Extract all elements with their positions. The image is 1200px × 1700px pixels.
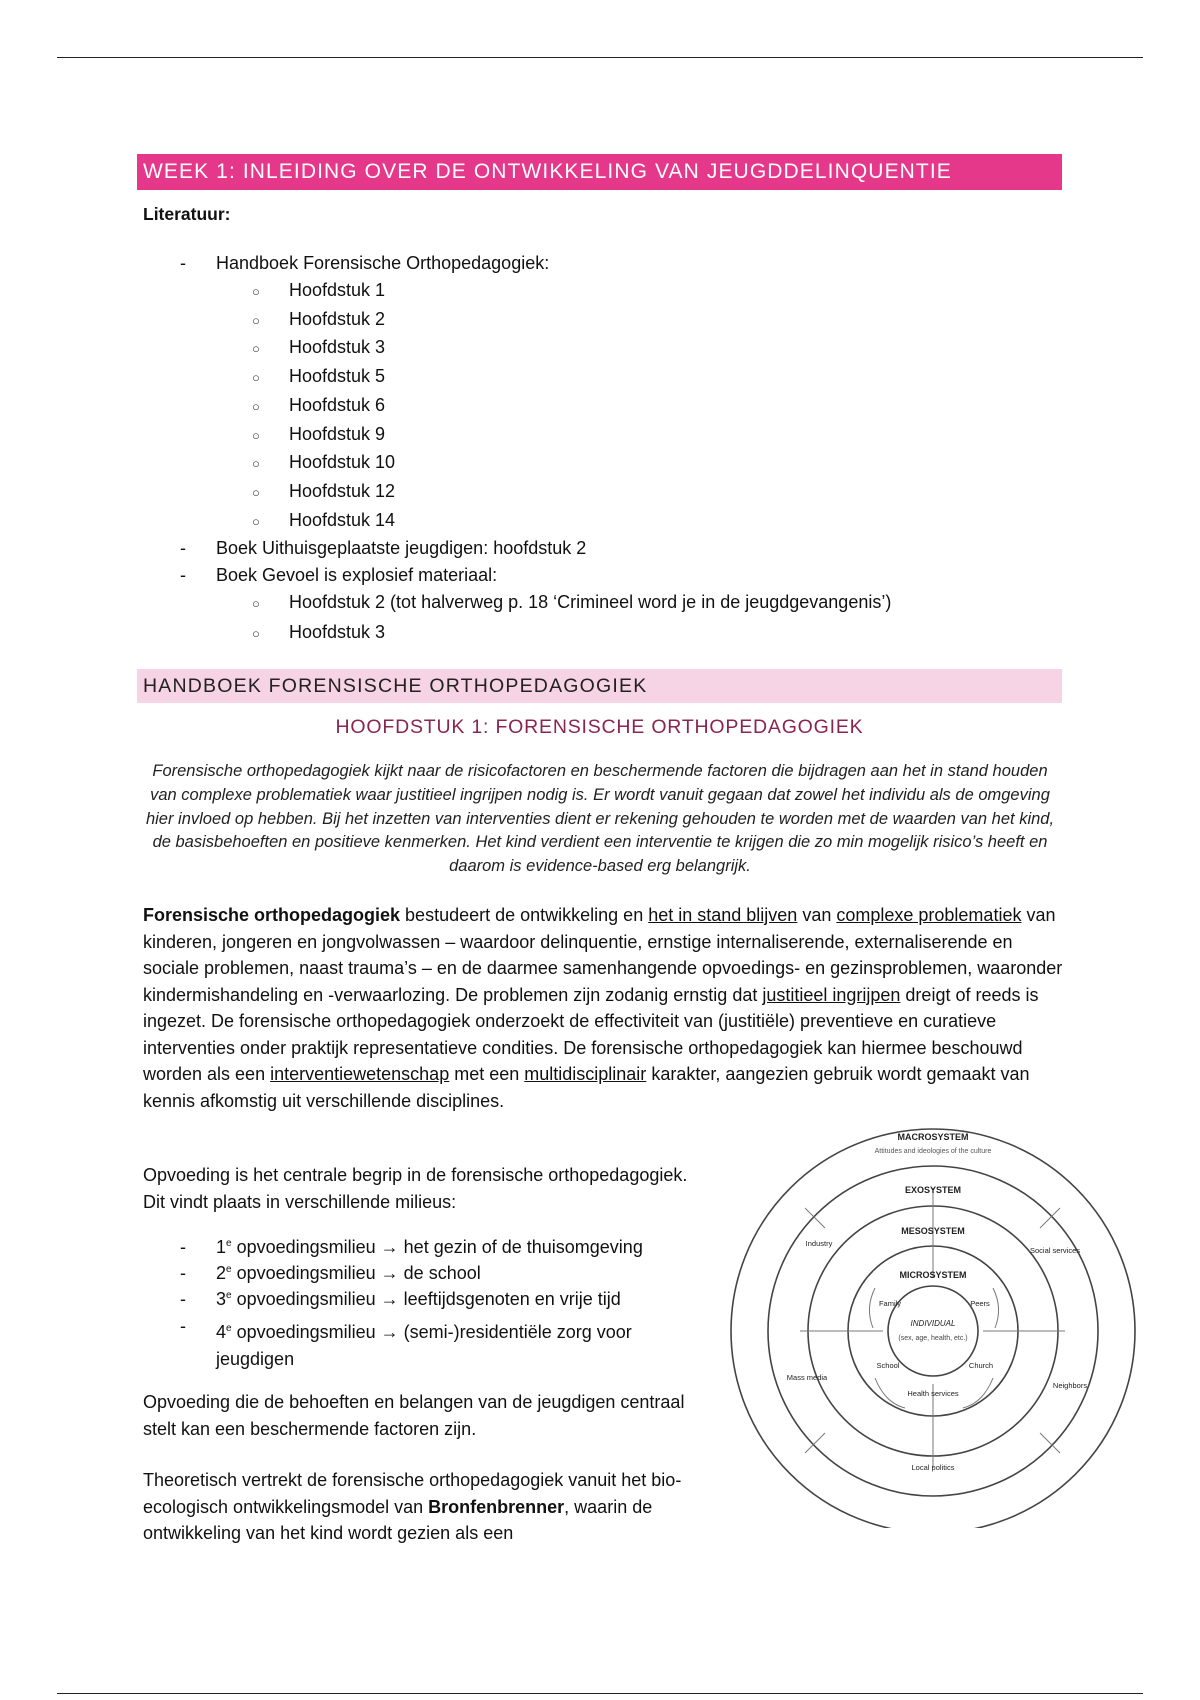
milieu-text: opvoedingsmilieu → leeftijdsgenoten en vrije tijd — [231, 1289, 621, 1309]
text-run: van — [797, 905, 837, 925]
ordinal-suffix: e — [226, 1323, 232, 1334]
text-run: bestudeert de ontwikkeling en — [400, 905, 649, 925]
bronfenbrenner-diagram — [725, 1128, 1145, 1528]
milieu-item — [216, 1316, 706, 1372]
bottom-rule — [57, 1693, 1143, 1694]
church-label: Church — [968, 1361, 994, 1370]
circle-bullet-icon: ○ — [252, 456, 260, 471]
arc-arrow — [869, 1288, 875, 1328]
sub-list-item: Hoofdstuk 3 — [289, 337, 386, 357]
milieu-item — [216, 1289, 621, 1310]
mass-media-label: Mass media — [786, 1373, 828, 1382]
arrow-line — [1040, 1208, 1060, 1228]
mesosystem-label: MESOSYSTEM — [901, 1226, 965, 1236]
sub-list-item: Hoofdstuk 2 (tot halverweg p. 18 ‘Crimineel word je in de jeugdgevangenis’) — [289, 592, 892, 612]
milieu-text: opvoedingsmilieu → de school — [231, 1263, 481, 1283]
health-services-label: Health services — [907, 1389, 959, 1398]
ordinal-suffix: e — [226, 1264, 232, 1275]
circle-bullet-icon: ○ — [252, 626, 260, 641]
underlined-term: het in stand blijven — [648, 905, 798, 925]
underlined-term: interventiewetenschap — [270, 1064, 450, 1084]
text-run: , waarin de ontwikkeling van het kind wordt gezien als een — [143, 1496, 653, 1543]
section-heading: HANDBOEK FORENSISCHE ORTHOPEDAGOGIEK — [137, 669, 1062, 703]
sub-list-item: Hoofdstuk 10 — [289, 452, 396, 472]
underlined-term: multidisciplinair — [524, 1064, 647, 1084]
list-item: Boek Gevoel is explosief materiaal: — [216, 565, 498, 585]
ordinal: 1 — [216, 1237, 227, 1257]
individual-ring — [888, 1286, 978, 1376]
term-bold: Forensische orthopedagogiek — [143, 905, 401, 925]
sub-list-item: Hoofdstuk 12 — [289, 481, 396, 501]
text-run: karakter, aangezien gebruik wordt gemaakt van kennis afkomstig uit verschillende disciplines. — [143, 1064, 1030, 1111]
upbringing-paragraph: Opvoeding is het centrale begrip in de forensische orthopedagogiek. Dit vindt plaats in verschillende milieus: — [143, 1165, 688, 1212]
sub-list-item: Hoofdstuk 2 — [289, 309, 386, 329]
family-label: Family — [878, 1299, 902, 1308]
local-politics-label: Local politics — [911, 1463, 955, 1472]
circle-bullet-icon: ○ — [252, 428, 260, 443]
list-bullet-dash: - — [180, 1263, 186, 1283]
definition-paragraph — [143, 902, 1068, 1114]
individual-sub-label: (sex, age, health, etc.) — [898, 1335, 968, 1342]
arrow-line — [805, 1433, 825, 1453]
milieu-item — [216, 1263, 481, 1284]
arrow-line — [1040, 1433, 1060, 1453]
circle-bullet-icon: ○ — [252, 399, 260, 414]
ordinal: 2 — [216, 1263, 227, 1283]
circle-bullet-icon: ○ — [252, 485, 260, 500]
school-label: School — [876, 1361, 900, 1370]
list-bullet-dash: - — [180, 1316, 186, 1336]
milieu-item — [216, 1237, 643, 1258]
top-rule — [57, 57, 1143, 58]
circle-bullet-icon: ○ — [252, 313, 260, 328]
circle-bullet-icon: ○ — [252, 341, 260, 356]
social-services-label: Social services — [1029, 1246, 1081, 1255]
chapter-heading: HOOFDSTUK 1: FORENSISCHE ORTHOPEDAGOGIEK — [335, 716, 864, 738]
ordinal-suffix: e — [226, 1290, 232, 1301]
list-item: Boek Uithuisgeplaatste jeugdigen: hoofdstuk 2 — [216, 538, 587, 558]
list-item: Handboek Forensische Orthopedagogiek: — [216, 253, 550, 273]
text-run: Theoretisch vertrekt de forensische orthopedagogiek vanuit het bio-ecologisch ontwikkelingsmodel van — [143, 1470, 682, 1517]
microsystem-label: MICROSYSTEM — [899, 1270, 967, 1280]
macrosystem-sub-label: Attitudes and ideologies of the culture — [874, 1148, 992, 1155]
sub-list-item: Hoofdstuk 3 — [289, 622, 386, 642]
ordinal: 3 — [216, 1289, 227, 1309]
list-bullet-dash: - — [180, 253, 186, 273]
circle-bullet-icon: ○ — [252, 370, 260, 385]
ordinal-suffix: e — [226, 1238, 232, 1249]
macrosystem-label: MACROSYSTEM — [897, 1132, 969, 1142]
arc-arrow — [993, 1288, 999, 1328]
milieu-text: opvoedingsmilieu → (semi-)residentiële zorg voor jeugdigen — [216, 1322, 632, 1369]
exosystem-label: EXOSYSTEM — [904, 1185, 962, 1195]
text-run: dreigt of reeds is ingezet. De forensische orthopedagogiek onderzoekt de effectiviteit van (justitiële) preventieve en curatieve interventies onder praktijk representatieve condities. De forensische orthopedagogiek kan hiermee beschouwd worden als een — [143, 984, 1039, 1084]
term-bold: Bronfenbrenner — [428, 1496, 565, 1517]
peers-label: Peers — [970, 1299, 990, 1308]
circle-bullet-icon: ○ — [252, 514, 260, 529]
ordinal: 4 — [216, 1322, 227, 1342]
circle-bullet-icon: ○ — [252, 284, 260, 299]
theory-paragraph — [143, 1467, 718, 1547]
underlined-term: complexe problematiek — [836, 905, 1022, 925]
list-bullet-dash: - — [180, 1289, 186, 1309]
week-heading: WEEK 1: INLEIDING OVER DE ONTWIKKELING VAN JEUGDDELINQUENTIE — [137, 154, 1062, 190]
individual-label: INDIVIDUAL — [910, 1319, 956, 1328]
sub-list-item: Hoofdstuk 9 — [289, 424, 386, 444]
arrow-line — [805, 1208, 825, 1228]
underlined-term: justitieel ingrijpen — [762, 984, 901, 1005]
protective-paragraph: Opvoeding die de behoeften en belangen van de jeugdigen centraal stelt kan een beschermende factoren zijn. — [143, 1392, 685, 1439]
neighbors-label: Neighbors — [1052, 1381, 1088, 1390]
text-run: van kinderen, jongeren en jongvolwassen – waardoor delinquentie, ernstige internaliserende, externaliserende en sociale problemen, naast trauma’s – en de daarmee samenhangende opvoedings- en gezinsproblemen, waaronder kindermishandeling en -verwaarlozing. De problemen zijn zodanig ernstig dat — [143, 905, 1063, 1005]
list-bullet-dash: - — [180, 565, 186, 585]
chapter-summary: Forensische orthopedagogiek kijkt naar de risicofactoren en beschermende factoren die bijdragen aan het in stand houden van complexe problematiek waar justitieel ingrijpen nodig is. Er wordt vanuit gegaan dat zowel het individu als de omgeving hier invloed op hebben. Bij het inzetten van interventies dient er rekening gehouden te worden met de waarden van het kind, de basisbehoeften en positieve kenmerken. Het kind verdient een interventie te krijgen die zo min mogelijk risico’s heeft en daarom is evidence-based erg belangrijk. — [145, 762, 1055, 876]
literature-label: Literatuur: — [143, 204, 231, 224]
text-run: met een — [449, 1064, 525, 1084]
industry-label: Industry — [805, 1239, 833, 1248]
circle-bullet-icon: ○ — [252, 596, 260, 611]
sub-list-item: Hoofdstuk 1 — [289, 280, 386, 300]
sub-list-item: Hoofdstuk 5 — [289, 366, 386, 386]
milieu-text: opvoedingsmilieu → het gezin of de thuisomgeving — [231, 1237, 643, 1257]
list-bullet-dash: - — [180, 538, 186, 558]
sub-list-item: Hoofdstuk 6 — [289, 395, 386, 415]
list-bullet-dash: - — [180, 1237, 186, 1257]
sub-list-item: Hoofdstuk 14 — [289, 510, 396, 530]
